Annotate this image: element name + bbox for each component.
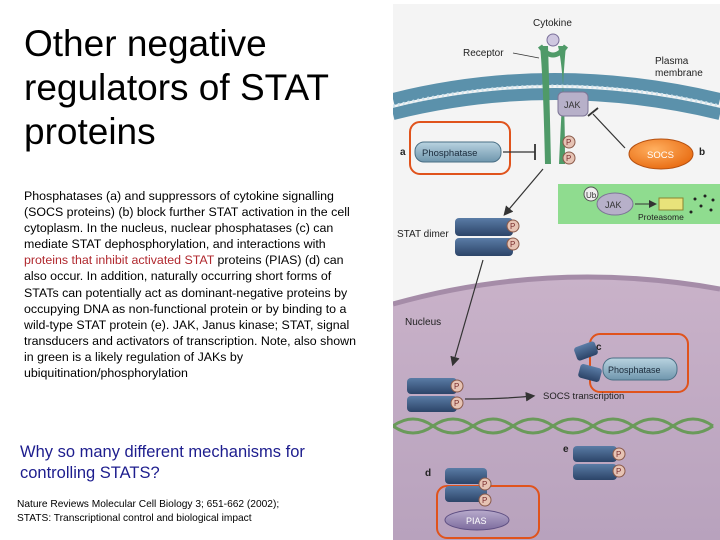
citation bbox=[17, 498, 377, 526]
p-label-e2: P bbox=[616, 467, 622, 476]
nuclear-stat-top bbox=[407, 378, 460, 394]
p-label-n2: P bbox=[454, 399, 460, 408]
slide-title: Other negative regulators of STAT proteins bbox=[24, 23, 329, 152]
p-label-r2: P bbox=[566, 154, 572, 163]
jak-label: JAK bbox=[564, 100, 581, 110]
p-label-d1: P bbox=[482, 480, 488, 489]
stat-dimer-label: STAT dimer bbox=[397, 229, 449, 240]
stat-monomer-top bbox=[455, 218, 516, 236]
discussion-question: Why so many different mechanisms for controlling STATS? bbox=[20, 443, 305, 482]
proteasome bbox=[659, 198, 683, 210]
plasma-membrane-label-1: Plasma bbox=[655, 56, 689, 67]
stat-regulation-diagram bbox=[393, 4, 720, 540]
p-label-r1: P bbox=[566, 138, 572, 147]
cytokine-label: Cytokine bbox=[533, 18, 572, 29]
body-highlight: proteins that inhibit activated STAT bbox=[24, 253, 215, 268]
citation-article: STATS: Transcriptional control and biological impact bbox=[17, 513, 252, 524]
short-stat-bottom bbox=[573, 464, 617, 480]
stat-monomer-bottom bbox=[455, 238, 516, 256]
panel-a-label: a bbox=[400, 147, 406, 158]
p-label-s2: P bbox=[510, 240, 516, 249]
panel-d-label: d bbox=[425, 468, 432, 479]
phosphatase-c-label: Phosphatase bbox=[608, 365, 661, 375]
cytokine-ligand bbox=[547, 34, 559, 46]
p-label-d2: P bbox=[482, 496, 488, 505]
p-label-s1: P bbox=[510, 222, 516, 231]
body-text-part1: Phosphatases (a) and suppressors of cytokine signalling (SOCS proteins) (b) block further STAT activation in the cell cytoplasm. In the nucleus, nuclear phosphatases (c) can mediate STAT dephosphorylation, and interactions with bbox=[24, 189, 350, 252]
phosphatase-a-label: Phosphatase bbox=[422, 148, 478, 159]
receptor-label: Receptor bbox=[463, 48, 504, 59]
proteasome-label: Proteasome bbox=[638, 212, 684, 222]
p-label-e1: P bbox=[616, 450, 622, 459]
nuclear-stat-bottom bbox=[407, 396, 460, 412]
socs-transcription-label: SOCS transcription bbox=[543, 391, 625, 402]
jak-ub-label: JAK bbox=[605, 200, 622, 210]
body-paragraph bbox=[24, 188, 362, 381]
socs-label: SOCS bbox=[647, 150, 674, 161]
p-label-n1: P bbox=[454, 382, 460, 391]
body-text-part2: proteins (PIAS) (d) can also occur. In addition, naturally occurring short forms of STATs can potentially act as dominant-negative proteins by occupying DNA as non-functional protein or by binding to a wild-type STAT protein (e). JAK, Janus kinase; STAT, signal transducers and activators of transcription. Note, also shown in green is a likely regulation of JAKs by ubiquitination/phosphorylation bbox=[24, 253, 356, 381]
panel-b-label: b bbox=[699, 147, 706, 158]
pias-label: PIAS bbox=[466, 516, 487, 526]
ub-label: Ub bbox=[586, 191, 597, 200]
nucleus-label: Nucleus bbox=[405, 317, 442, 328]
panel-c-label: c bbox=[596, 342, 602, 353]
short-stat-top bbox=[573, 446, 617, 462]
panel-e-label: e bbox=[563, 444, 569, 455]
plasma-membrane-label-2: membrane bbox=[655, 68, 703, 79]
citation-journal: Nature Reviews Molecular Cell Biology 3; 651-662 (2002); bbox=[17, 499, 280, 510]
